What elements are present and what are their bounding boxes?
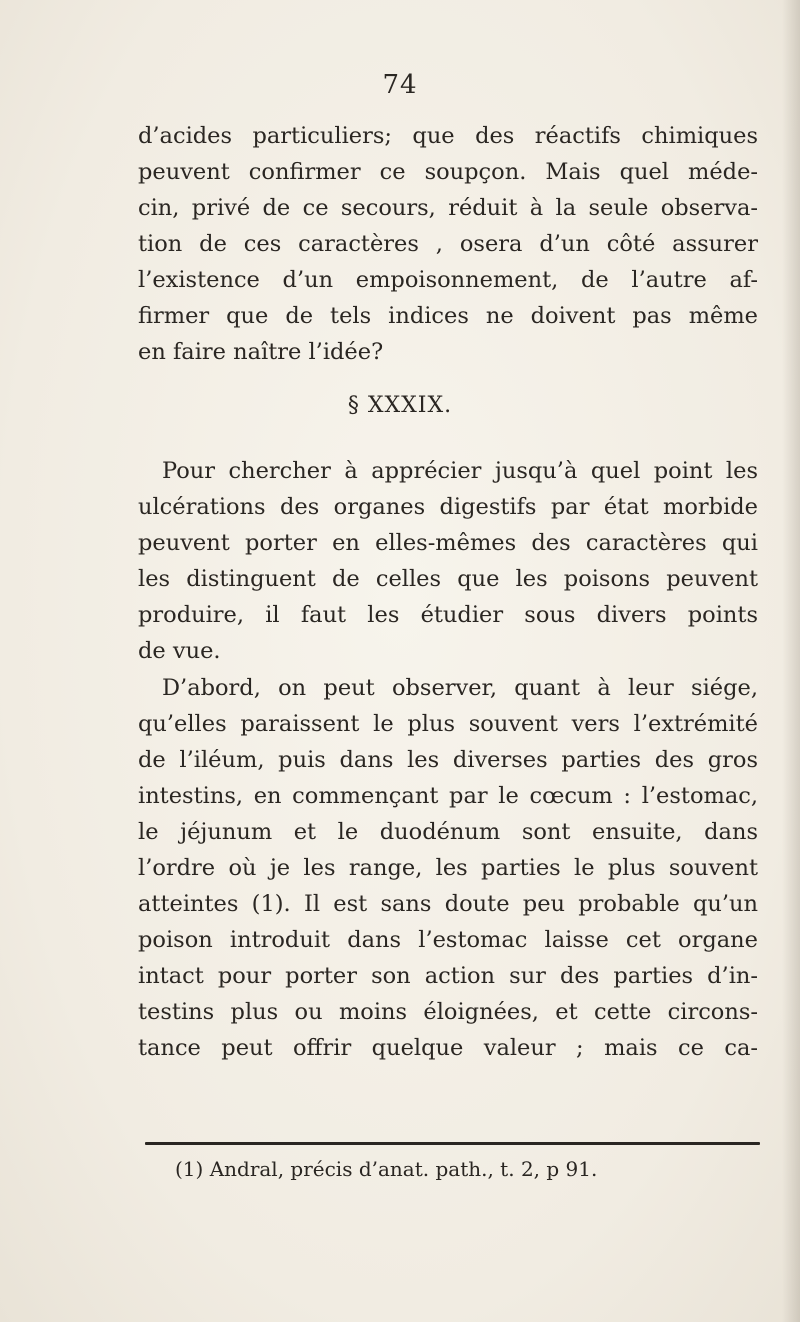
section-heading: § XXXIX. bbox=[347, 393, 453, 418]
text-line: de vue. bbox=[138, 638, 221, 664]
text-line: intestins, en commençant par le cœcum : l’estomac, bbox=[138, 783, 758, 809]
text-line: d’acides particuliers; que des réactifs chimiques bbox=[138, 123, 758, 149]
paragraph-2 bbox=[138, 453, 758, 669]
text-line: peuvent porter en elles-mêmes des caractères qui bbox=[138, 530, 758, 556]
text-line: qu’elles paraissent le plus souvent vers l’extrémité bbox=[138, 711, 758, 737]
text-line: de l’iléum, puis dans les diverses parties des gros bbox=[138, 747, 758, 773]
footnote-divider bbox=[145, 1142, 760, 1145]
text-line: produire, il faut les étudier sous divers points bbox=[138, 602, 758, 628]
paragraph-1 bbox=[138, 118, 758, 370]
text-line: poison introduit dans l’estomac laisse cet organe bbox=[138, 927, 758, 953]
text-line: ulcérations des organes digestifs par état morbide bbox=[138, 494, 758, 520]
text-line: intact pour porter son action sur des parties d’in- bbox=[138, 963, 758, 989]
text-line: tance peut offrir quelque valeur ; mais ce ca- bbox=[138, 1035, 758, 1061]
text-line: peuvent confirmer ce soupçon. Mais quel méde- bbox=[138, 159, 758, 185]
text-line: D’abord, on peut observer, quant à leur siége, bbox=[162, 675, 758, 701]
page-edge-shadow bbox=[782, 0, 800, 1322]
text-line: l’existence d’un empoisonnement, de l’autre af- bbox=[138, 267, 758, 293]
text-line: Pour chercher à apprécier jusqu’à quel point les bbox=[162, 458, 758, 484]
text-line: en faire naître l’idée? bbox=[138, 339, 384, 365]
text-line: atteintes (1). Il est sans doute peu probable qu’un bbox=[138, 891, 758, 917]
page-number: 74 bbox=[382, 70, 418, 100]
text-line: testins plus ou moins éloignées, et cette circons- bbox=[138, 999, 758, 1025]
footnote: (1) Andral, précis d’anat. path., t. 2, p 91. bbox=[175, 1157, 598, 1181]
text-line: cin, privé de ce secours, réduit à la seule observa- bbox=[138, 195, 758, 221]
text-line: l’ordre où je les range, les parties le plus souvent bbox=[138, 855, 758, 881]
text-line: firmer que de tels indices ne doivent pas même bbox=[138, 303, 758, 329]
text-line: les distinguent de celles que les poisons peuvent bbox=[138, 566, 758, 592]
text-line: tion de ces caractères , osera d’un côté assurer bbox=[138, 231, 758, 257]
text-line: le jéjunum et le duodénum sont ensuite, dans bbox=[138, 819, 758, 845]
paragraph-3 bbox=[138, 670, 758, 1066]
